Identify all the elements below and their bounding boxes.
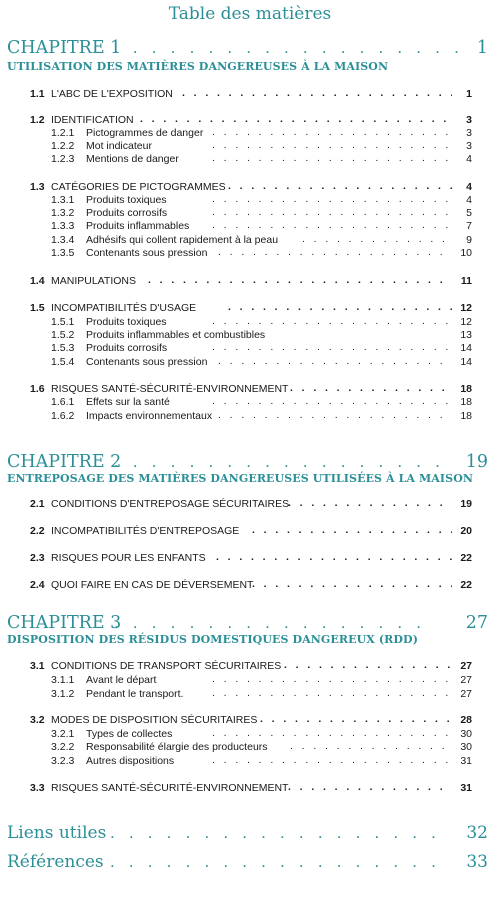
toc-entry-1-6-2[interactable] <box>0 410 500 426</box>
toc-entry-1-1[interactable] <box>0 88 500 104</box>
section-title: RISQUES POUR LES ENFANTS <box>51 552 206 564</box>
subsection-page: 5 <box>466 207 472 219</box>
subsection-title: Mot indicateur <box>86 140 152 152</box>
dot-leader <box>212 126 452 138</box>
subsection-title: Avant le départ <box>86 674 157 686</box>
subsection-number: 1.3.2 <box>51 207 75 219</box>
toc-entry-3-1-2[interactable] <box>0 688 500 704</box>
dot-leader <box>290 382 452 394</box>
subsection-title: Contenants sous pression <box>86 356 208 368</box>
entry-page: 33 <box>466 852 488 872</box>
section-number: 2.2 <box>30 525 45 537</box>
section-page: 4 <box>466 181 472 193</box>
dot-leader <box>212 754 452 766</box>
dot-leader <box>140 113 452 125</box>
section-number: 1.1 <box>30 88 45 100</box>
toc-entry-1-5-4[interactable] <box>0 356 500 372</box>
subsection-number: 1.2.3 <box>51 153 75 165</box>
dot-leader <box>228 301 452 313</box>
section-title: INCOMPATIBILITÉS D'ENTREPOSAGE <box>51 525 240 537</box>
toc-entry-2-2[interactable] <box>0 525 500 541</box>
dot-leader <box>218 409 452 421</box>
chapter-3-subtitle: DISPOSITION DES RÉSIDUS DOMESTIQUES DANGEREUX (RDD) <box>7 633 418 646</box>
dot-leader <box>212 315 452 327</box>
dot-leader <box>114 613 434 633</box>
subsection-page: 18 <box>460 396 472 408</box>
dot-leader <box>212 395 452 407</box>
section-number: 2.3 <box>30 552 45 564</box>
section-title: CATÉGORIES DE PICTOGRAMMES <box>51 181 226 193</box>
section-number: 1.2 <box>30 114 45 126</box>
section-title: L'ABC DE L'EXPOSITION <box>51 88 173 100</box>
toc-entry-1-4[interactable] <box>0 275 500 291</box>
section-page: 22 <box>460 579 472 591</box>
section-page: 11 <box>460 275 472 287</box>
chapter-1-heading[interactable] <box>0 38 500 62</box>
subsection-title: Contenants sous pression <box>86 247 208 259</box>
subsection-page: 10 <box>460 247 472 259</box>
section-number: 2.4 <box>30 579 45 591</box>
section-number: 2.1 <box>30 498 45 510</box>
subsection-page: 30 <box>460 741 472 753</box>
section-page: 18 <box>460 383 472 395</box>
entry-title: Références <box>7 852 104 872</box>
section-title: MANIPULATIONS <box>51 275 136 287</box>
subsection-page: 30 <box>460 728 472 740</box>
section-page: 12 <box>460 302 472 314</box>
dot-leader <box>218 246 452 258</box>
section-page: 20 <box>460 525 472 537</box>
subsection-page: 14 <box>460 342 472 354</box>
section-title: RISQUES SANTÉ-SÉCURITÉ-ENVIRONNEMENT <box>51 383 289 395</box>
chapter-label: CHAPITRE 2 <box>7 452 122 472</box>
subsection-number: 1.5.4 <box>51 356 75 368</box>
subsection-page: 27 <box>460 688 472 700</box>
section-title: CONDITIONS D'ENTREPOSAGE SÉCURITAIRES <box>51 498 290 510</box>
subsection-number: 3.1.2 <box>51 688 75 700</box>
subsection-title: Types de collectes <box>86 728 173 740</box>
subsection-title: Impacts environnementaux <box>86 410 213 422</box>
subsection-number: 1.2.1 <box>51 127 75 139</box>
dot-leader <box>302 233 452 245</box>
subsection-number: 1.3.4 <box>51 234 75 246</box>
subsection-number: 1.6.1 <box>51 396 75 408</box>
subsection-number: 1.3.1 <box>51 194 75 206</box>
subsection-page: 18 <box>460 410 472 422</box>
subsection-page: 27 <box>460 674 472 686</box>
toc-entry-references[interactable] <box>0 852 500 876</box>
subsection-page: 9 <box>466 234 472 246</box>
chapter-2-subtitle: ENTREPOSAGE DES MATIÈRES DANGEREUSES UTILISÉES À LA MAISON <box>7 472 474 485</box>
chapter-label: CHAPITRE 1 <box>7 38 122 58</box>
dot-leader <box>212 673 452 685</box>
dot-leader <box>182 87 452 99</box>
dot-leader <box>110 823 446 843</box>
chapter-label: CHAPITRE 3 <box>7 613 122 633</box>
section-title: IDENTIFICATION <box>51 114 134 126</box>
entry-title: Liens utiles <box>7 823 107 843</box>
dot-leader <box>114 452 444 472</box>
subsection-page: 4 <box>466 194 472 206</box>
dot-leader <box>216 551 452 563</box>
dot-leader <box>212 193 452 205</box>
subsection-number: 3.1.1 <box>51 674 75 686</box>
toc-entry-3-2-3[interactable] <box>0 755 500 771</box>
section-page: 1 <box>466 88 472 100</box>
subsection-number: 1.3.5 <box>51 247 75 259</box>
subsection-title: Mentions de danger <box>86 153 179 165</box>
subsection-title: Responsabilité élargie des producteurs <box>86 741 268 753</box>
chapter-page: 27 <box>465 613 488 633</box>
subsection-title: Autres dispositions <box>86 755 175 767</box>
dot-leader <box>218 355 452 367</box>
subsection-page: 13 <box>460 329 472 341</box>
subsection-page: 31 <box>460 755 472 767</box>
section-page: 28 <box>460 714 472 726</box>
section-title: INCOMPATIBILITÉS D'USAGE <box>51 302 197 314</box>
dot-leader <box>228 180 452 192</box>
dot-leader <box>252 578 452 590</box>
subsection-page: 4 <box>466 153 472 165</box>
dot-leader <box>212 219 452 231</box>
dot-leader <box>260 713 452 725</box>
section-number: 3.3 <box>30 782 45 794</box>
section-title: RISQUES SANTÉ-SÉCURITÉ-ENVIRONNEMENT <box>51 782 289 794</box>
toc-entry-2-1[interactable] <box>0 498 500 514</box>
subsection-page: 12 <box>460 316 472 328</box>
section-page: 31 <box>460 782 472 794</box>
subsection-title: Produits corrosifs <box>86 342 168 354</box>
dot-leader <box>212 152 452 164</box>
subsection-number: 3.2.2 <box>51 741 75 753</box>
subsection-page: 14 <box>460 356 472 368</box>
toc-entry-3-3[interactable] <box>0 782 500 798</box>
subsection-number: 3.2.1 <box>51 728 75 740</box>
dot-leader <box>284 659 452 671</box>
subsection-title: Produits inflammables <box>86 220 190 232</box>
chapter-1-subtitle: UTILISATION DES MATIÈRES DANGEREUSES À LA MAISON <box>7 60 389 73</box>
subsection-title: Effets sur la santé <box>86 396 170 408</box>
subsection-page: 7 <box>466 220 472 232</box>
toc-entry-liens-utiles[interactable] <box>0 823 500 847</box>
dot-leader <box>288 781 452 793</box>
section-number: 3.1 <box>30 660 45 672</box>
subsection-number: 1.6.2 <box>51 410 75 422</box>
subsection-number: 1.3.3 <box>51 220 75 232</box>
subsection-title: Pendant le transport. <box>86 688 184 700</box>
dot-leader <box>212 206 452 218</box>
section-number: 1.5 <box>30 302 45 314</box>
section-title: QUOI FAIRE EN CAS DE DÉVERSEMENT <box>51 579 254 591</box>
section-number: 1.6 <box>30 383 45 395</box>
subsection-title: Adhésifs qui collent rapidement à la peau <box>86 234 279 246</box>
subsection-page: 3 <box>466 140 472 152</box>
subsection-number: 1.5.2 <box>51 329 75 341</box>
section-number: 1.4 <box>30 275 45 287</box>
toc-entry-1-3-5[interactable] <box>0 247 500 263</box>
section-number: 3.2 <box>30 714 45 726</box>
section-page: 3 <box>466 114 472 126</box>
section-page: 19 <box>460 498 472 510</box>
dot-leader <box>290 740 452 752</box>
section-title: MODES DE DISPOSITION SÉCURITAIRES <box>51 714 258 726</box>
dot-leader <box>110 852 446 872</box>
entry-page: 32 <box>466 823 488 843</box>
subsection-number: 1.5.1 <box>51 316 75 328</box>
chapter-page: 19 <box>465 452 488 472</box>
dot-leader <box>288 497 452 509</box>
section-number: 1.3 <box>30 181 45 193</box>
dot-leader <box>212 727 452 739</box>
dot-leader <box>212 139 452 151</box>
subsection-title: Pictogrammes de danger <box>86 127 204 139</box>
section-title: CONDITIONS DE TRANSPORT SÉCURITAIRES <box>51 660 282 672</box>
page-title: Table des matières <box>168 4 332 24</box>
subsection-number: 3.2.3 <box>51 755 75 767</box>
subsection-number: 1.5.3 <box>51 342 75 354</box>
toc-entry-1-2-3[interactable] <box>0 153 500 169</box>
toc-entry-2-3[interactable] <box>0 552 500 568</box>
subsection-number: 1.2.2 <box>51 140 75 152</box>
dot-leader <box>252 524 452 536</box>
chapter-page: 1 <box>476 38 488 58</box>
subsection-title: Produits corrosifs <box>86 207 168 219</box>
dot-leader <box>114 38 464 58</box>
dot-leader <box>212 341 452 353</box>
section-page: 22 <box>460 552 472 564</box>
section-page: 27 <box>460 660 472 672</box>
subsection-title: Produits toxiques <box>86 316 167 328</box>
subsection-title: Produits toxiques <box>86 194 167 206</box>
subsection-title: Produits inflammables et combustibles <box>86 329 266 341</box>
subsection-page: 3 <box>466 127 472 139</box>
toc-entry-2-4[interactable] <box>0 579 500 595</box>
dot-leader <box>148 274 452 286</box>
dot-leader <box>212 687 452 699</box>
